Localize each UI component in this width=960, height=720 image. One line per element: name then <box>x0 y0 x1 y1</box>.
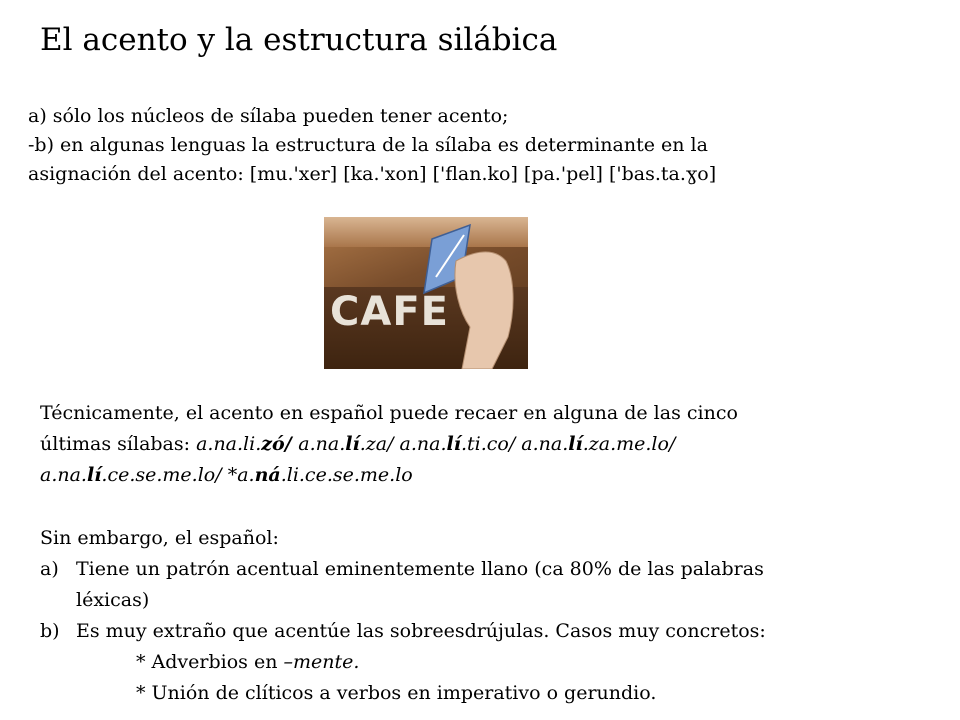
example-0: a.na.li.zó/ <box>196 433 299 455</box>
tecnica-line-1: Técnicamente, el acento en español puede recaer en alguna de las cinco <box>40 402 738 424</box>
intro-line-a: a) sólo los núcleos de sílaba pueden tener acento; <box>28 105 509 127</box>
intro-line-b: -b) en algunas lenguas la estructura de la sílaba es determinante en la <box>28 134 708 156</box>
sub-item-cliticos: * Unión de clíticos a verbos en imperativo o gerundio. <box>136 682 657 704</box>
page-title: El acento y la estructura silábica <box>40 22 558 58</box>
tecnica-line-3 <box>40 463 413 487</box>
cafe-sign-text: CAFE <box>330 289 449 335</box>
item-a-line-2: léxicas) <box>76 589 150 611</box>
list-marker-b: b) <box>40 620 60 642</box>
sub-item-adverbios: * Adverbios en –mente. <box>136 651 360 673</box>
example-4: a.na.lí.ce.se.me.lo/ <box>40 464 228 486</box>
example-2: a.na.lí.ti.co/ <box>399 433 522 455</box>
item-b-line-1: Es muy extraño que acentúe las sobreesdrújulas. Casos muy concretos: <box>76 620 766 642</box>
example-3: a.na.lí.za.me.lo/ <box>521 433 676 455</box>
tecnica-prefix: últimas sílabas: <box>40 433 197 455</box>
example-5: *a.ná.li.ce.se.me.lo <box>227 464 413 486</box>
example-1: a.na.lí.za/ <box>298 433 400 455</box>
intro-line-c: asignación del acento: [mu.'xer] [ka.'xon] ['flan.ko] [pa.'pel] ['bas.ta.ɣo] <box>28 163 717 185</box>
tecnica-line-2 <box>40 432 675 456</box>
cafe-photo <box>324 217 528 369</box>
list-marker-a: a) <box>40 558 59 580</box>
hand-holding-card-icon <box>324 217 528 369</box>
sin-embargo-heading: Sin embargo, el español: <box>40 527 279 549</box>
item-a-line-1: Tiene un patrón acentual eminentemente llano (ca 80% de las palabras <box>76 558 764 580</box>
